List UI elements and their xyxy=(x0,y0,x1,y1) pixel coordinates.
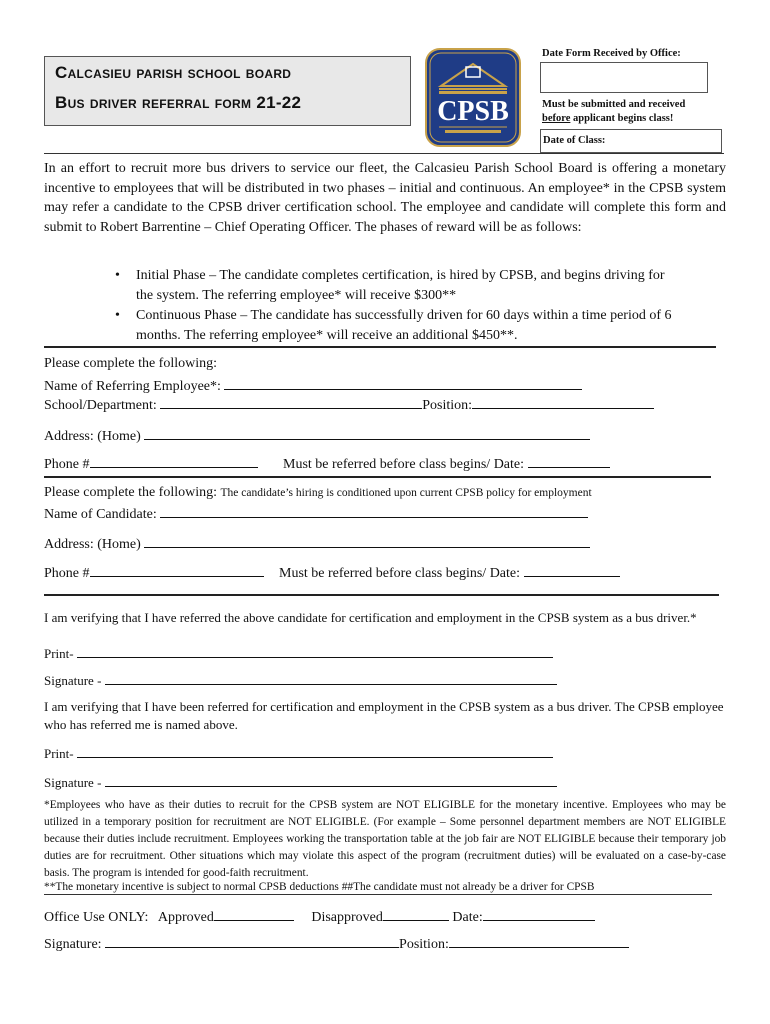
employee-phone-field[interactable] xyxy=(90,454,258,468)
employee-print-label: Print- xyxy=(44,646,74,661)
submit-note-before: before xyxy=(542,113,571,124)
candidate-name-label: Name of Candidate: xyxy=(44,507,157,522)
employee-verification-text: I am verifying that I have referred the above candidate for certification and employment in the CPSB system as a bus driver.* xyxy=(44,610,697,625)
employee-print-field[interactable] xyxy=(77,644,553,658)
office-position-field[interactable] xyxy=(449,934,629,948)
phase-initial-line2: the system. The referring employee* will receive $300** xyxy=(136,287,457,303)
office-use-row xyxy=(44,907,595,926)
office-use-label: Office Use ONLY: xyxy=(44,910,149,925)
employee-heading: Please complete the following: xyxy=(44,356,218,371)
disapproved-field[interactable] xyxy=(383,907,449,921)
candidate-address-field[interactable] xyxy=(144,534,590,548)
date-received-label: Date Form Received by Office: xyxy=(542,48,681,59)
candidate-referred-date-label: Must be referred before class begins/ Date: xyxy=(279,566,521,581)
candidate-phone-row xyxy=(44,563,264,582)
cpsb-logo xyxy=(425,48,521,147)
form-title-line1: Calcasieu parish school board xyxy=(55,63,292,82)
candidate-referred-date-row xyxy=(279,563,620,582)
candidate-print-row xyxy=(44,744,553,762)
school-department-field[interactable] xyxy=(160,395,422,409)
footnote-divider xyxy=(44,894,712,895)
candidate-name-row xyxy=(44,504,588,523)
candidate-referred-date-field[interactable] xyxy=(524,563,620,577)
employee-address-label: Address: (Home) xyxy=(44,429,141,444)
date-received-field[interactable] xyxy=(540,62,708,93)
header-divider xyxy=(44,153,724,154)
office-signature-field[interactable] xyxy=(105,934,399,948)
office-date-label: Date: xyxy=(452,910,483,925)
employee-print-row xyxy=(44,644,553,662)
candidate-signature-row xyxy=(44,773,557,791)
phase-continuous-line1: Continuous Phase – The candidate has successfully driven for 60 days within a time period of 6 xyxy=(136,308,672,323)
approved-field[interactable] xyxy=(214,907,294,921)
employee-address-field[interactable] xyxy=(144,426,590,440)
candidate-print-label: Print- xyxy=(44,746,74,761)
candidate-phone-label: Phone # xyxy=(44,566,90,581)
school-department-label: School/Department: xyxy=(44,398,157,413)
section-divider-3 xyxy=(44,594,719,596)
referring-employee-field[interactable] xyxy=(224,376,582,390)
date-of-class-field[interactable] xyxy=(540,129,722,153)
employee-referred-date-label: Must be referred before class begins/ Date: xyxy=(283,457,525,472)
employee-signature-row xyxy=(44,671,557,689)
candidate-policy-note: The candidate’s hiring is conditioned upon current CPSB policy for employment xyxy=(220,487,592,499)
deductions-footnote: **The monetary incentive is subject to normal CPSB deductions ##The candidate must not already be a driver for CPSB xyxy=(44,881,595,893)
candidate-address-row xyxy=(44,534,590,553)
form-title-box xyxy=(44,56,411,126)
office-signature-row xyxy=(44,934,629,953)
employee-position-label: Position: xyxy=(422,398,473,413)
office-date-field[interactable] xyxy=(483,907,595,921)
submit-note-line2 xyxy=(542,113,673,124)
section-divider-2 xyxy=(44,476,711,478)
school-department-row xyxy=(44,395,654,414)
candidate-name-field[interactable] xyxy=(160,504,588,518)
office-signature-label: Signature: xyxy=(44,937,102,952)
referring-employee-label: Name of Referring Employee*: xyxy=(44,379,221,394)
intro-paragraph: In an effort to recruit more bus drivers to service our fleet, the Calcasieu Parish School Board is offering a monetary incentive to employees that will be distributed in two phases – initial and continuous. An employee* in the CPSB system may refer a candidate to the CPSB driver certification school. The employee and candidate will complete this form and submit to Robert Barrentine – Chief Operating Officer. The phases of reward will be as follows: xyxy=(44,161,726,235)
disapproved-label: Disapproved xyxy=(311,910,383,925)
referring-employee-row xyxy=(44,376,582,395)
candidate-heading-row xyxy=(44,485,592,501)
candidate-signature-label: Signature - xyxy=(44,775,102,790)
date-of-class-label: Date of Class: xyxy=(543,135,606,146)
candidate-signature-field[interactable] xyxy=(105,773,557,787)
employee-position-field[interactable] xyxy=(472,395,654,409)
employee-phone-label: Phone # xyxy=(44,457,90,472)
employee-address-row xyxy=(44,426,590,445)
candidate-print-field[interactable] xyxy=(77,744,553,758)
candidate-verification-text: I am verifying that I have been referred for certification and employment in the CPSB system as a bus driver. The CPSB employee who has referred me is named above. xyxy=(44,699,724,732)
section-divider-1 xyxy=(44,346,716,348)
employee-referred-date-field[interactable] xyxy=(528,454,610,468)
eligibility-footnote: *Employees who have as their duties to recruit for the CPSB system are NOT ELIGIBLE for the monetary incentive. Employees who may be utilized in a temporary position for recruitment are NOT ELIGIBLE. (For example – Some personnel department members are NOT ELIGIBLE because their duties include recruitment. Employees working the transportation table at the job fair are NOT ELIGIBLE because their temporary job duties are for recruitment. Other situations which may violate this aspect of the program (recruitment duties) will be evaluated on a case-by-case basis. The program is intended for good-faith recruitment. xyxy=(44,799,726,879)
employee-referred-date-row xyxy=(283,454,610,473)
office-position-label: Position: xyxy=(399,937,449,952)
phase-initial-line1: Initial Phase – The candidate completes certification, is hired by CPSB, and begins driving for xyxy=(136,268,665,283)
phase-continuous-line2: months. The referring employee* will receive an additional $450**. xyxy=(136,327,518,343)
approved-label: Approved xyxy=(157,910,214,925)
logo-text: CPSB xyxy=(437,96,509,127)
form-title-line2: Bus driver referral form 21-22 xyxy=(55,93,302,112)
employee-signature-label: Signature - xyxy=(44,673,102,688)
candidate-phone-field[interactable] xyxy=(90,563,264,577)
phase-initial: • Initial Phase – The candidate completes certification, is hired by CPSB, and begins driving for the system. The referring employee* will receive $300** xyxy=(115,268,665,303)
employee-phone-row xyxy=(44,454,258,473)
submit-note-rest: applicant begins class! xyxy=(570,113,674,124)
employee-signature-field[interactable] xyxy=(105,671,557,685)
phase-continuous: • Continuous Phase – The candidate has successfully driven for 60 days within a time period of 6 months. The referring employee* will receive an additional $450**. xyxy=(115,308,672,343)
submit-note-line1: Must be submitted and received xyxy=(542,99,686,110)
candidate-heading: Please complete the following: xyxy=(44,485,218,500)
candidate-address-label: Address: (Home) xyxy=(44,537,141,552)
